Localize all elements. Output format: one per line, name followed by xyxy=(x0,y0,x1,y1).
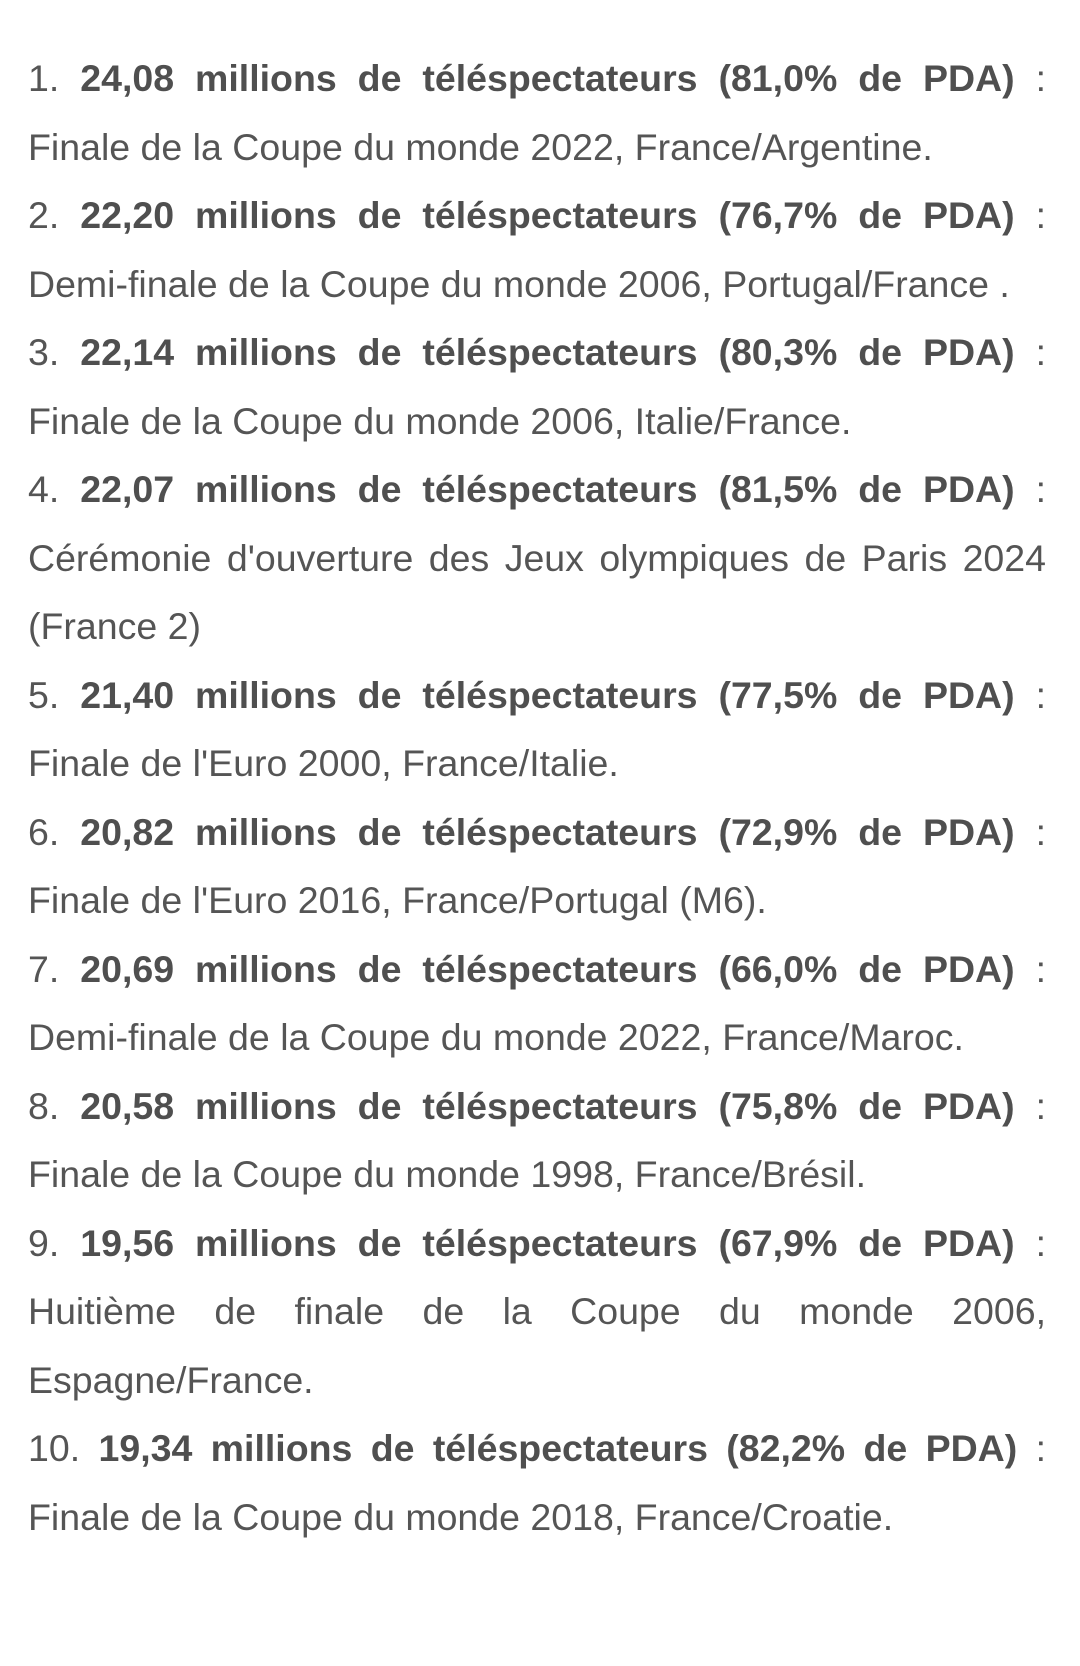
rank-description: Finale de la Coupe du monde 2022, France/Argentine. xyxy=(28,125,933,168)
rank-audience-stat: 22,14 millions de téléspectateurs (80,3% de PDA) xyxy=(80,331,1015,373)
rank-description: Huitième de finale de la Coupe du monde 2006, Espagne/France. xyxy=(28,1290,1046,1401)
rank-audience-stat: 21,40 millions de téléspectateurs (77,5% de PDA) xyxy=(80,673,1015,716)
rank-audience-stat: 24,08 millions de téléspectateurs (81,0% de PDA) xyxy=(80,57,1015,99)
rank-number: 5. xyxy=(28,673,60,716)
rank-description: Cérémonie d'ouverture des Jeux olympiques de Paris 2024 (France 2) xyxy=(28,536,1046,647)
rank-separator: : xyxy=(1014,673,1046,716)
rank-description: Finale de l'Euro 2000, France/Italie. xyxy=(28,742,619,784)
rank-audience-stat: 19,34 millions de téléspectateurs (82,2% de PDA) xyxy=(98,1427,1018,1469)
rank-number: 4. xyxy=(28,468,60,510)
rank-number: 7. xyxy=(28,947,60,990)
rank-separator: : xyxy=(1014,1221,1046,1264)
rank-separator: : xyxy=(1014,810,1046,853)
ranking-item xyxy=(28,1209,1046,1415)
ranking-item xyxy=(28,44,1046,181)
rank-audience-stat: 22,07 millions de téléspectateurs (81,5% de PDA) xyxy=(80,468,1015,510)
rank-number: 10. xyxy=(28,1427,81,1469)
ranking-item xyxy=(28,1072,1046,1209)
ranking-item xyxy=(28,181,1046,318)
rank-description: Demi-finale de la Coupe du monde 2006, Portugal/France . xyxy=(28,262,1010,305)
rank-audience-stat: 22,20 millions de téléspectateurs (76,7% de PDA) xyxy=(80,194,1015,236)
rank-separator: : xyxy=(1014,947,1046,990)
ranking-item xyxy=(28,661,1046,798)
rank-number: 8. xyxy=(28,1084,60,1127)
rank-separator: : xyxy=(1014,468,1046,510)
rank-audience-stat: 20,82 millions de téléspectateurs (72,9% de PDA) xyxy=(80,810,1015,853)
rank-number: 3. xyxy=(28,331,60,373)
rank-number: 6. xyxy=(28,810,60,853)
rank-separator: : xyxy=(1014,57,1046,99)
rank-separator: : xyxy=(1017,1427,1046,1469)
rank-separator: : xyxy=(1014,1084,1046,1127)
audience-ranking-list xyxy=(28,44,1046,1551)
rank-description: Finale de la Coupe du monde 2018, France/Croatie. xyxy=(28,1495,894,1538)
rank-description: Finale de l'Euro 2016, France/Portugal (M6). xyxy=(28,879,767,921)
ranking-item xyxy=(28,318,1046,455)
rank-description: Finale de la Coupe du monde 2006, Italie/France. xyxy=(28,399,852,442)
rank-audience-stat: 20,58 millions de téléspectateurs (75,8% de PDA) xyxy=(80,1084,1015,1127)
rank-description: Demi-finale de la Coupe du monde 2022, France/Maroc. xyxy=(28,1016,964,1058)
rank-audience-stat: 19,56 millions de téléspectateurs (67,9% de PDA) xyxy=(80,1221,1015,1264)
rank-number: 2. xyxy=(28,194,60,236)
rank-number: 9. xyxy=(28,1221,60,1264)
rank-separator: : xyxy=(1014,331,1046,373)
rank-audience-stat: 20,69 millions de téléspectateurs (66,0% de PDA) xyxy=(80,947,1015,990)
ranking-item xyxy=(28,455,1046,661)
ranking-item xyxy=(28,798,1046,935)
rank-description: Finale de la Coupe du monde 1998, France/Brésil. xyxy=(28,1153,867,1195)
ranking-item xyxy=(28,1414,1046,1551)
rank-number: 1. xyxy=(28,57,60,99)
ranking-item xyxy=(28,935,1046,1072)
rank-separator: : xyxy=(1014,194,1046,236)
